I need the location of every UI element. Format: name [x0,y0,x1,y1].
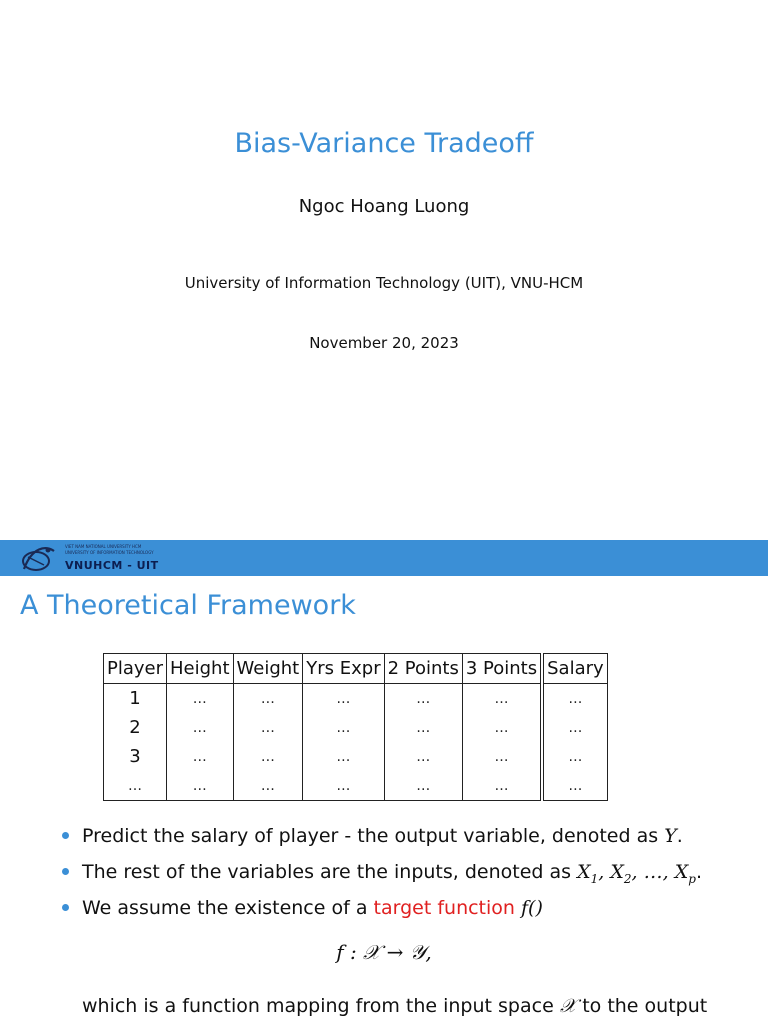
column-header: Height [167,654,234,684]
math-symbol: X [674,861,689,883]
table-cell: 3 [104,742,167,771]
banner-school-line: UNIVERSITY OF INFORMATION TECHNOLOGY [65,550,154,555]
table-row [104,684,608,714]
presentation-date: November 20, 2023 [309,334,459,352]
banner-university-line: VIET NAM NATIONAL UNIVERSITY HCM [65,544,142,549]
bullet-item-inputs [60,854,702,890]
presentation-title: Bias-Variance Tradeoff [234,128,534,159]
math-expression: $X_1$, $X_2$, …, $X_p$ [577,861,696,886]
table-cell: … [384,713,462,742]
bullet-item-output [60,818,702,854]
highlighted-term: target function [373,897,515,919]
table-cell: … [104,771,167,801]
bullet-text: Predict the salary of player - the output variable, denoted as [82,825,659,847]
display-equation: f : 𝒳 → 𝒴, [336,940,432,964]
table-cell: … [303,713,384,742]
author-name: Ngoc Hoang Luong [298,196,470,217]
table-cell: … [384,771,462,801]
table-cell: 2 [104,713,167,742]
table-cell: … [303,684,384,714]
institution: University of Information Technology (UIT), VNU-HCM [184,274,584,292]
table-cell: … [233,742,303,771]
table-row [104,742,608,771]
bullet-punct: . [695,861,702,883]
table-header-row [104,654,608,684]
table-cell: … [462,771,542,801]
paragraph-text: which is a function mapping from the input space [82,995,554,1017]
continuation-text [82,995,707,1017]
math-subscript: 2 [623,871,632,886]
math-subscript: p [688,871,696,886]
table-cell: … [542,684,607,714]
table-cell: … [167,771,234,801]
math-symbol: f() [521,897,543,919]
paragraph-text: to the output [582,995,708,1017]
table-cell: … [233,771,303,801]
table-cell: … [542,742,607,771]
table-cell: … [303,771,384,801]
table-cell: … [462,684,542,714]
bullet-text: We assume the existence of a [82,897,368,919]
math-symbol: Y [664,825,677,847]
table-cell: … [167,713,234,742]
math-subscript: 1 [590,871,599,886]
slide-header-banner [0,540,768,576]
column-header: Salary [542,654,607,684]
bullet-text: The rest of the variables are the inputs, denoted as [82,861,572,883]
table-cell: … [542,713,607,742]
math-symbol: 𝒳 [559,995,577,1017]
banner-logo-text: VNUHCM - UIT [65,559,159,572]
table-cell: … [233,684,303,714]
slide-title: A Theoretical Framework [20,590,356,621]
table-row [104,713,608,742]
column-header: Weight [233,654,303,684]
table-cell: … [542,771,607,801]
bullet-list [60,818,702,926]
math-ellipsis: … [643,861,663,883]
table-cell: … [384,742,462,771]
bullet-item-target [60,890,702,926]
table-cell: … [167,684,234,714]
math-symbol: X [610,861,624,883]
column-header: 3 Points [462,654,542,684]
uit-logo-icon [18,543,60,575]
column-header: 2 Points [384,654,462,684]
table-cell: … [303,742,384,771]
math-symbol: X [577,861,591,883]
table-cell: … [233,713,303,742]
column-header: Yrs Expr [303,654,384,684]
table-cell: … [384,684,462,714]
column-header: Player [104,654,167,684]
bullet-punct: . [676,825,683,847]
player-table [103,653,608,801]
table-row [104,771,608,801]
table-cell: … [462,713,542,742]
table-cell: … [462,742,542,771]
table-cell: … [167,742,234,771]
table-cell: 1 [104,684,167,714]
